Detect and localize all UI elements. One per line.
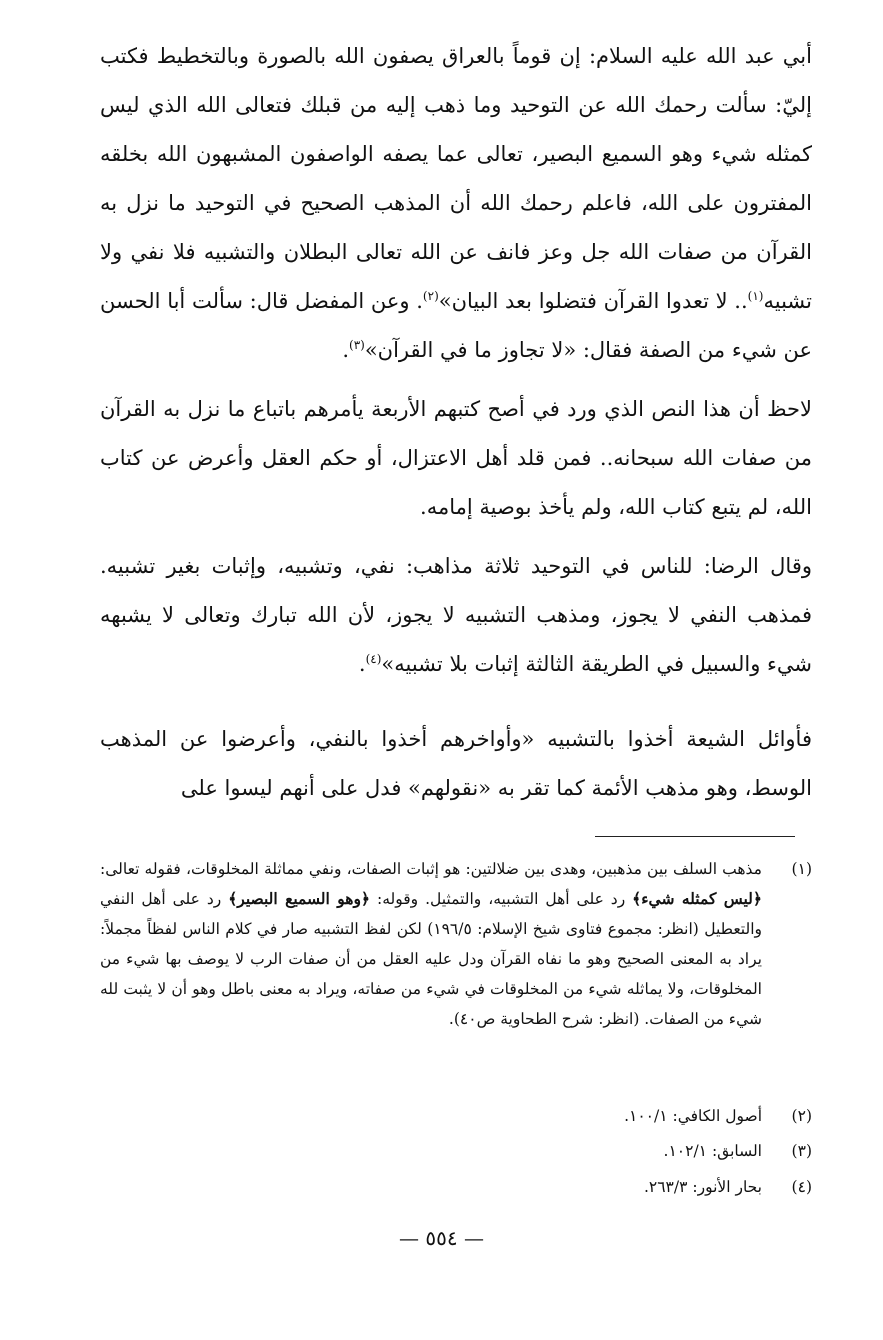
footnote-number: (٣) — [791, 1142, 812, 1160]
page-number: — ٥٥٤ — — [399, 1226, 484, 1250]
footnote-number: (٢) — [791, 1107, 812, 1125]
footnote-text: مذهب السلف بين مذهبين، وهدى بين ضلالتين: هو إثبات الصفات، ونفي مماثلة المخلوقات، فقوله تعالى: ﴿ليس كمثله شيء﴾ رد على أهل التشبيه، والتمثيل. وقوله: ﴿وهو السميع البصير﴾ رد على أهل النفي والتعطيل (انظر: مجموع فتاوى شيخ الإسلام: ١٩٦/٥) لكن لفظ التشبيه صار في كلام الناس لفظاً مجملاً: يراد به المعنى الصحيح وهو ما نفاه القرآن ودل عليه العقل من أن صفات الرب لا يوصف بها شيء من المخلوقات، ولا يماثله شيء من المخلوقات في شيء من صفاته، ويراد به معنى باطل وهو أن لا يثبت لله شيء من الصفات. (انظر: شرح الطحاوية ص٤٠). — [100, 860, 762, 1028]
footnote-4 — [100, 1172, 812, 1202]
paragraph-4: فأوائل الشيعة أخذوا بالتشبيه «وأواخرهم أخذوا بالنفي، وأعرضوا عن المذهب الوسط، وهو مذهب الأئمة كما تقر به «نقولهم» فدل على أنهم ليسوا على — [100, 727, 812, 800]
main-text — [100, 32, 812, 813]
quran-quote: ﴿وهو السميع البصير﴾ — [228, 889, 371, 908]
footnote-2 — [100, 1101, 812, 1131]
footnote-ref-4[interactable]: (٤) — [365, 652, 382, 666]
footnote-number: (١) — [791, 860, 812, 878]
paragraph-2: لاحظ أن هذا النص الذي ورد في أصح كتبهم الأربعة يأمرهم باتباع ما نزل به القرآن من صفات الله سبحانه.. فمن قلد أهل الاعتزال، أو حكم العقل وأعرض عن كتاب الله، لم يتبع كتاب الله، ولم يأخذ بوصية إمامه. — [100, 397, 812, 519]
footnote-ref-3[interactable]: (٣) — [349, 338, 365, 352]
footnote-number: (٤) — [791, 1178, 812, 1196]
footnote-3 — [100, 1136, 812, 1166]
paragraph-1: أبي عبد الله عليه السلام: إن قوماً بالعراق يصفون الله بالصورة وبالتخطيط فكتب إليّ: سألت رحمك الله عن التوحيد وما ذهب إليه من قبلك فتعالى الله الذي ليس كمثله شيء وهو السميع البصير، تعالى عما يصفه الواصفون المشبهون الله بخلقه المفترون على الله، فاعلم رحمك الله أن المذهب الصحيح في التوحيد ما نزل به القرآن من صفات الله جل وعز فانف عن الله تعالى البطلان والتشبيه فلا نفي ولا تشبيه$^{(١)}$.. لا تعدوا القرآن فتضلوا بعد البيان»$^{(٢)}$. وعن المفضل قال: سألت أبا الحسن عن شيء من الصفة فقال: «لا تجاوز ما في القرآن»$^{(٣)}$. — [100, 44, 812, 362]
footnote-text: السابق: ١٠٢/١. — [663, 1142, 762, 1160]
footnote-ref-2[interactable]: (٢) — [422, 289, 439, 303]
footnote-text: أصول الكافي: ١٠٠/١. — [624, 1107, 762, 1125]
footnote-divider — [595, 836, 795, 837]
footnote-ref-1[interactable]: (١) — [747, 289, 764, 303]
footnote-1 — [100, 854, 812, 1034]
paragraph-3: وقال الرضا: للناس في التوحيد ثلاثة مذاهب: نفي، وتشبيه، وإثبات بغير تشبيه. فمذهب النفي لا يجوز، ومذهب التشبيه لا يجوز، لأن الله تبارك وتعالى لا يشبهه شيء والسبيل في الطريقة الثالثة إثبات بلا تشبيه»$^{(٤)}$. — [100, 554, 812, 676]
quran-quote: ﴿ليس كمثله شيء﴾ — [632, 889, 762, 908]
footnote-text: بحار الأنور: ٢٦٣/٣. — [643, 1178, 762, 1196]
